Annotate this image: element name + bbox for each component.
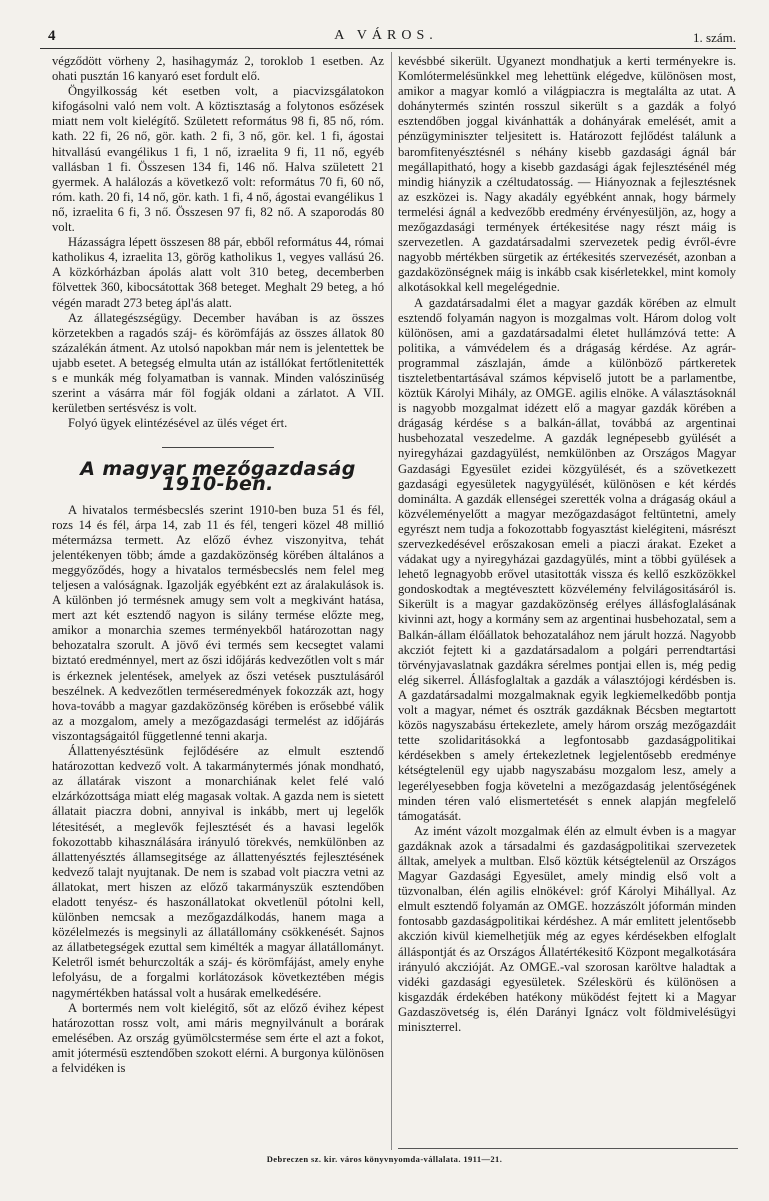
paragraph: Az imént vázolt mozgalmak élén az elmult évben is a magyar gazdáknak azok a társadalmi és gazdaságpolitikai szervezetek álltak, amelyek a multban. Első köztük kétségtelenül az Országos Magyar Gazdasági Egyesület, amely mindig első volt a tüzvonalban, élén agilis elnökével: gróf Károlyi Mihállyal. Az elmult esztendő folyamán az OMGE. hozzászólt jóformán minden fontosabb gazdaságpolitikai kérdéshez. A már emlitett jelentősebb akczión kivül kiemelhetjük még az egyes kérdésekben elfoglalt álláspontját és az Országos Állatértékesitő Központ megalkotására irányuló akczióját. Az OMGE.-val szorosan karöltve haladtak a vidéki gazdasági egyesületek. Széleskörü és különösen a kisgazdák érdekében hatékony müködést fejtett ki a Magyar Gazdaszövetség is, élén Darányi Ignácz volt földmivelésügyi miniszterrel. <box>398 823 736 1034</box>
page-header <box>36 26 736 48</box>
section-divider <box>162 447 274 448</box>
issue-number: 1. szám. <box>693 30 736 45</box>
column-divider <box>391 52 392 1150</box>
paragraph: A hivatalos termésbecslés szerint 1910-ben buza 51 és fél, rozs 14 és fél, árpa 14, zab 11 és fél, tengeri közel 48 millió métermázsa termett. Az előző évhez viszonyitva, tehát jelentékenyen több; ámde a gazdaközönség körében általános a meggyőződés, hogy a hivatalos termésbecslés nem felel meg teljesen a valóságnak. Igazolják egyébként ezt az áralakulások is. A különben jó termésnek amugy sem volt a megkivánt hatása, mert azt két esztendő nagyon is silány termése előzte meg, amikor a monarchia szemes terményekből határozottan nagy behozatalra szorult. A jövő évi termés sem kecsegtet valami biztató eredménnyel, mert az őszi időjárás kedvezőtlen volt s már is érkeznek jelentések, amelyek az őszi vetések pusztulásáról beszélnek. A kedvezőtlen terméseredmények fokozzák azt, hogy hova-tovább a magyar gazdaközönség körében is erősebbé válik az a mozgalom, amely a mezőgazdasági termelést az időjárás viszontagságaitól függetlenné tenni akarja. <box>52 502 384 743</box>
paragraph: végződött vörheny 2, hasihagymáz 2, toroklob 1 esetben. Az ohati pusztán 16 kanyaró eset fordult elő. <box>52 54 384 84</box>
printer-imprint: Debreczen sz. kir. város könyvnyomda-vállalata. 1911—21. <box>266 1154 503 1164</box>
paragraph: Házasságra lépett összesen 88 pár, ebből református 44, római katholikus 4, izraelita 13, görög katholikus 1, vegyes vallású 26. A közkórházban ápolás alatt volt 310 beteg, decemberben fölvettek 360, kibocsátottak 368 beteget. Meghalt 29 beteg, a hó végén maradt 273 beteg ápl'ás alatt. <box>52 235 384 310</box>
page-number: 4 <box>48 28 56 44</box>
paragraph: Öngyilkosság két esetben volt, a piacvizsgálatokon kifogásolni való nem volt. A köztisztaság a folytonos esőzések miatt nem volt kielégítő. Született református 98 fi, 85 nő, róm. kath. 22 fi, 26 nő, gör. kath. 2 fi, 3 nő, gör. kel. 1 fi, ágostai hitvallású evangélikus 1 fi, 1 nő, izraelita 9 fi, 11 nő, egyéb vallásban 1 fi. Összesen 134 fi, 146 nő. Halva született 21 gyermek. A halálozás a következő volt: református 70 fi, 60 nő, róm. kath. 20 fi, 14 nő, gör. kath. 1 fi, 4 nő, ágostai evangélikus 1 nő, izraelita 6 fi, 3 nő. Összesen 97 fi, 82 nő. A szaporodás 80 volt. <box>52 84 384 235</box>
paragraph: Az állategészségügy. December havában is az összes körzetekben a ragadós száj- és körömfájás az összes állatok 80 százalékán átment. Az utolsó napokban már nem is jelentettek be ujabb esetet. A betegség elmulta után az istállókat fertőtlenitették s e munkák még folyamatban is vannak. Minden valószinüség szerint a vásárra már föl fogják oldani a zárlatot. A VII. kerületben sertésvész is volt. <box>52 310 384 416</box>
footer-rule <box>398 1148 738 1149</box>
paragraph: kevésbbé sikerült. Ugyanezt mondhatjuk a kerti terményekre is. Komlótermelésünkkel meg lehettünk elégedve, különösen most, amikor a magyar komló a világpiaczra is megtalálta az utat. A dohánytermés szintén rosszul sikerült s a gazdák a folyó esztendőben joggal kivánhatták a dohányárak emelését, amit a pénzügyminiszter teljesitett is. Határozott fejlődést találunk a baromfitenyésztésnél s néhány kisebb gazdasági ágnál bár megállapitható, hogy a kisebb gazdasági ágak fejlesztésénél még mindig hiányzik a czéltudatosság. — Hiányoznak a fejlesztésnek az eszközei is. Nagy akadály egyébként annak, hogy bármely termelési ágnál a kedvezőbb eredmény érvényesüljön, az, hogy a mezőgazdasági termények értékesitése nagy részt máig is szervezetlen. A gazdatársadalmi szervezetek pedig évről-évre nagyobb mértékben sürgetik az értékesités szervezését, azonban a gazdaközönségnek máig is inkább csak kisérletekkel, mint komoly alkotásokkal kell megelégednie. <box>398 54 736 295</box>
masthead-title: A VÁROS. <box>334 28 438 43</box>
header-rule <box>40 48 736 49</box>
right-column <box>398 54 736 1035</box>
paragraph: A gazdatársadalmi élet a magyar gazdák körében az elmult esztendő folyamán nagyon is mozgalmas volt. Három dolog volt különösen, ami a gazdatársadalmi életet hullámzóvá tette: A politika, a vámvédelem és a drágaság kérdése. Az agrár-programmal zászlaján, ámde a különböző pártkeretek tiszteletbentartásával számos képviselő jutott be a parlamentbe, köztük Károlyi Mihály, az OMGE. agilis elnöke. A választásoknál is nagyobb mozgalmat idézett elő a magyar gazdák körében a drágaság kérdése s a balkán-állat, továbbá az argentinai husbehozatal veszedelme. A gazdák legnépesebb gyülését a nyiregyházai gazdagyülést, nemkülönben az Országos Magyar Gazdasági Egyesület ezidei közgyülését, és a szövetkezett gazdasági egyesületek nagygyülését, különösen e két kérdés dominálta. A gazdák ellenségei szerették volna a drágaság okául a közvéleményelőtt a magyar mezőgazdaságot feltüntetni, amely egyrészt nem tudja a fokozottabb fogyasztást kielégiteni, másrészt szervezkedésével erőszakosan emeli a piaczi árakat. Ezeket a vádakat ugy a nyiregyházai gazdagyülés, mint a többi gyülések a lehető legnagyobb erővel utasitották vissza és kellő eszközökkel gondoskodtak a megtévesztett közvélemény felvilágositásáról is. Sikerült is a magyar gazdaközönség erélyes állásfoglalásának kivinni azt, hogy a kormány sem az argentinai husbehozatal, sem a Balkán-állam élőállatok behozatalához nem járult hozzá. Nagyobb akcziót fejtett ki a gazdatársadalom a polgári perrendtartási törvényjavaslatnak gazdákra sérelmes pontjai ellen is, még pedig elég sikerrel. Állásfoglaltak a gazdák a választójogi kérdésben is. A gazdatársadalmi mozgalmaknak egyik legkiemelkedőbb pontja volt a magyar, német és osztrák gazdáknak Bécsben megtartott közös nagyszabásu értekezlete, amely három ország mezőgazdáit tette szolidaritásokká a legfontosabb gazdaságpolitikai kérdésekben s amely értekezletnek legjelentősebb eredménye kétségtelenül egy ujabb nagyszabásu mozgalom lesz, amely a legerélyesebben fogja követelni a mezőgazdaság jelentőségének minden téren való elismertetését s ennek alapján megfelelő támogatását. <box>398 295 736 823</box>
paragraph: A bortermés nem volt kielégitő, sőt az előző évihez képest határozottan rossz volt, ami máris megnyilvánult a borárak emelésében. Az ország gyümölcstermése sem érte el azt a fokot, amit jótermésü esztendőben szokott elérni. A burgonya különösen a felvidéken is <box>52 1000 384 1075</box>
left-column <box>52 54 384 1076</box>
paragraph: Folyó ügyek elintézésével az ülés véget ért. <box>68 416 288 431</box>
paragraph: Állattenyésztésünk fejlődésére az elmult esztendő határozottan kedvező volt. A takarmánytermés jónak mondható, az állatárak viszont a monarchiának kelet felé való elzárkózottsága miatt elég magasak voltak. A gazda nem is sietett állatait piaczra dobni, annyival is inkább, mert uj legelők létesitését, a meglevők fejlesztését és a havasi legelők fokozottabb kihasználására irányuló törekvés, nemkülönben az állattenyésztés államsegitsége az állattenyésztés fejlesztésének kedvező talajt nyujtanak. De nem is szabad volt piaczra vetni az állatokat, mert hiszen az előző takarmányszük esztendőben eladott tenyész- és haszonállatokat okvetlenül pótolni kell, különben nemcsak a mezőgazdálkodás, hanem maga a közélelmezés is megsinyli az állatállomány csökkenését. Sajnos az állatbetegségek ezuttal sem kimélték a magyar állatállományt. Keletről ismét behurczolták a száj- és körömfájást, amely enyhe lefolyásu, de a forgalmi korlátozások következtében mégis nagymértékben hatással volt a husárak emelkedésére. <box>52 744 384 1000</box>
section-heading: A magyar mezőgazdaság 1910-ben. <box>80 458 356 496</box>
